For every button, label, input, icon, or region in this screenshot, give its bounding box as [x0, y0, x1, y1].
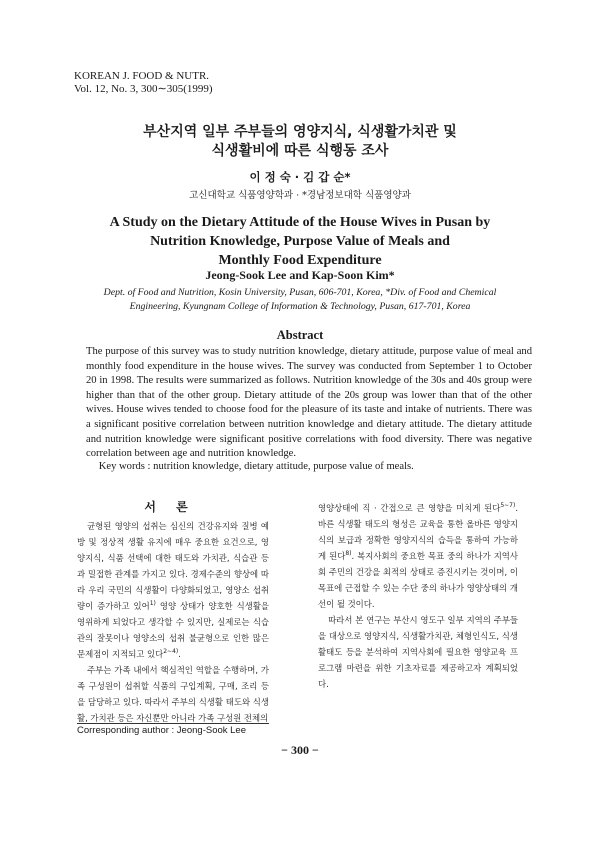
right-paragraph-2: 따라서 본 연구는 부산시 영도구 일부 지역의 주부들을 대상으로 영양지식, 식생활가치관, 체형인식도, 식생활태도 등을 분석하여 지역사회에 필요한 영양교육 프로그램 마련을 위한 기초자료를 제공하고자 계획되었다.	[318, 615, 518, 689]
right-p1-text: 영양상태에 직 · 간접으로 큰 영향을 미치게 된다	[318, 503, 501, 513]
right-p1-text-c: . 복지사회의 중요한 목표 중의 하나가 지역사회 주민의 건강을 최적의 상태로 증진시키는 것이며, 이 목표에 근접할 수 있는 수단 중의 하나가 영양상태의 개선이 될 것이다.	[318, 551, 518, 609]
left-paragraph-1	[77, 518, 269, 662]
korean-title-line1: 부산지역 일부 주부들의 영양지식, 식생활가치관 및	[143, 124, 457, 140]
korean-authors: 이 정 숙 · 김 갑 순*	[249, 170, 351, 184]
english-affiliation-line2: Engineering, Kyungnam College of Information & Technology, Pusan, 617-701, Korea	[129, 301, 471, 312]
abstract-text: The purpose of this survey was to study nutrition knowledge, dietary attitude, purpose value of meal and monthly food expenditure in the house wives. The survey was conducted from September 1 to October 20 in 1998. The results were summarized as follows. Nutrition knowledge of the 30s and 40s group were higher than that of the other group. Dietary attitude of the 20s group was lower than that of the other wives. House wives tended to choose food for the pleasure of its taste and intake of nutrients. There was a significant positive correlation between nutrition knowledge and dietary attitude. The dietary attitude and nutrition knowledge were significant positive correlations with food diversity. There was negative correlation between age and nutrition knowledge.	[86, 346, 532, 460]
english-title-line3: Monthly Food Expenditure	[218, 253, 382, 268]
citation: 5∼7)	[500, 502, 516, 510]
citation: 1)	[149, 600, 156, 608]
english-title	[0, 213, 600, 270]
left-column	[77, 518, 269, 726]
abstract-heading: Abstract	[276, 328, 324, 342]
korean-title	[0, 123, 600, 161]
left-p1-end: .	[178, 649, 181, 659]
english-title-line2: Nutrition Knowledge, Purpose Value of Meals and	[150, 234, 450, 249]
left-p1-text-b: 영양 상태가 양호한 식생활을 영위하게 되었다고 생각할 수 있지만, 실제로는 식습관의 잘못이나 영양소의 섭취 불균형으로 인한 많은 문제점이 지적되고 있다	[77, 601, 270, 659]
english-affiliation-line1: Dept. of Food and Nutrition, Kosin University, Pusan, 606-701, Korea, *Div. of Food and Chemical	[103, 287, 497, 298]
left-p1-text: 균형된 영양의 섭취는 심신의 건강유지와 질병 예방 및 정상적 생활 유지에 매우 중요한 요건으로, 영양지식, 식품 선택에 대한 태도와 가치관, 식습관 등과 밀접한 관계를 가지고 있다. 경제수준의 향상에 따라 우리 국민의 식생활이 다양화되었고, 영양소 섭취량이 증가하고 있어	[77, 521, 269, 611]
left-paragraph-2: 주부는 가족 내에서 핵심적인 역할을 수행하며, 가족 구성원이 섭취할 식품의 구입계획, 구매, 조리 등을 담당하고 있다. 따라서 주부의 식생활 태도와 식생활, 가치관 등은 자신뿐만 아니라 가족 구성원 전체의	[77, 665, 269, 723]
page-number: − 300 −	[281, 743, 319, 757]
citation: 2∼4)	[163, 648, 179, 656]
corresponding-author: Corresponding author : Jeong-Sook Lee	[77, 725, 247, 736]
journal-name: KOREAN J. FOOD & NUTR.	[74, 70, 210, 82]
korean-title-line2: 식생활비에 따른 식행동 조사	[211, 143, 389, 159]
english-authors: Jeong-Sook Lee and Kap-Soon Kim*	[205, 268, 395, 282]
journal-header	[74, 70, 213, 96]
footnote-divider	[77, 723, 269, 724]
english-affiliation	[0, 286, 600, 314]
keywords	[86, 461, 532, 472]
section-heading: 서 론	[144, 500, 196, 514]
keywords-text: Key words : nutrition knowledge, dietary attitude, purpose value of meals.	[98, 461, 414, 472]
korean-affiliation: 고신대학교 식품영양학과 · *경남정보대학 식품영양과	[189, 190, 411, 201]
abstract-body	[86, 345, 532, 462]
journal-volume: Vol. 12, No. 3, 300∼305(1999)	[74, 83, 213, 95]
right-p1-text-b: . 바른 식생활 태도의 형성은 교육을 통한 올바른 영양지식의 보급과 정확한 영양지식의 습득을 통하여 가능하게 된다	[318, 503, 518, 561]
english-title-line1: A Study on the Dietary Attitude of the House Wives in Pusan by	[109, 215, 491, 230]
citation: 8)	[345, 550, 352, 558]
right-column	[318, 500, 518, 692]
right-paragraph-1	[318, 500, 518, 612]
